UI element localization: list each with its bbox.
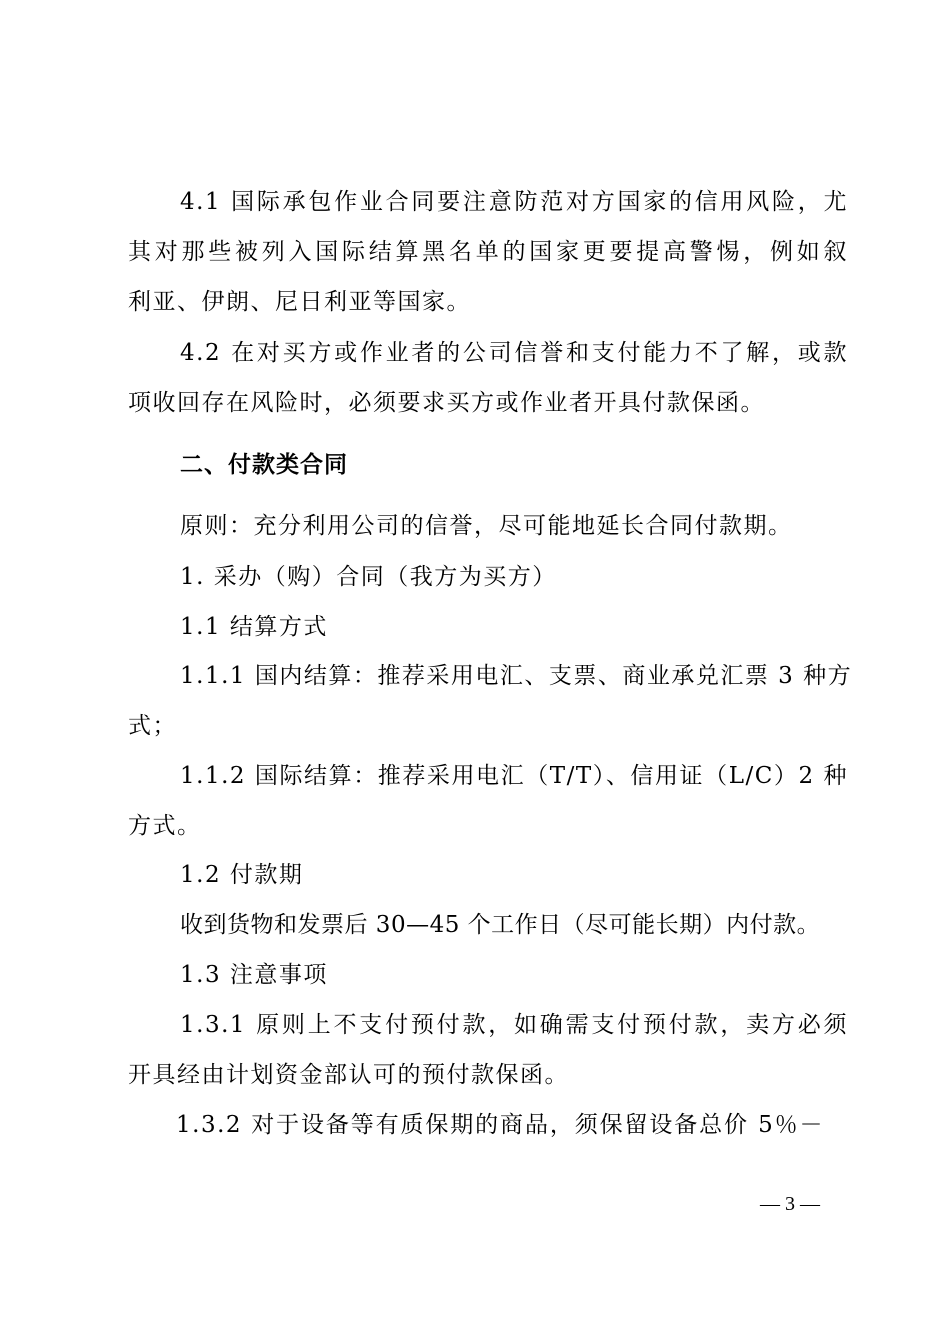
item-1-3-notes: 1.3 注意事项 [180, 962, 328, 988]
item-1-1-2-line-1: 1.1.2 国际结算：推荐采用电汇（T/T）、信用证（L/C）2 种 [180, 763, 848, 789]
item-1-3-1-line-1: 1.3.1 原则上不支付预付款，如确需支付预付款，卖方必须 [180, 1012, 848, 1038]
paragraph-4-2-line-1: 4.2 在对买方或作业者的公司信誉和支付能力不了解，或款 [180, 340, 848, 366]
item-1-3-1-line-2: 开具经由计划资金部认可的预付款保函。 [128, 1062, 569, 1088]
payment-period-paragraph: 收到货物和发票后 30—45 个工作日（尽可能长期）内付款。 [180, 912, 821, 938]
item-1-1-1-line-1: 1.1.1 国内结算：推荐采用电汇、支票、商业承兑汇票 3 种方 [180, 663, 853, 689]
item-1-2-payment-period: 1.2 付款期 [180, 862, 304, 888]
paragraph-4-1-line-1: 4.1 国际承包作业合同要注意防范对方国家的信用风险，尤 [180, 189, 848, 215]
section-heading-payment-contracts: 二、付款类合同 [180, 452, 348, 478]
item-1-1-2-line-2: 方式。 [128, 813, 202, 839]
paragraph-4-2-line-2: 项收回存在风险时，必须要求买方或作业者开具付款保函。 [128, 390, 765, 416]
item-1-1-settlement-method: 1.1 结算方式 [180, 614, 328, 640]
page-number: — 3 — [760, 1193, 820, 1215]
item-1-1-1-line-2: 式； [128, 713, 177, 739]
paragraph-4-1-line-3: 利亚、伊朗、尼日利亚等国家。 [128, 289, 471, 315]
principle-paragraph: 原则：充分利用公司的信誉，尽可能地延长合同付款期。 [180, 513, 793, 539]
item-1-procurement-contract: 1. 采办（购）合同（我方为买方） [180, 564, 557, 590]
item-1-3-2-line-1: 1.3.2 对于设备等有质保期的商品，须保留设备总价 5％－ [176, 1112, 824, 1138]
paragraph-4-1-line-2: 其对那些被列入国际结算黑名单的国家更要提高警惕，例如叙 [128, 239, 848, 265]
